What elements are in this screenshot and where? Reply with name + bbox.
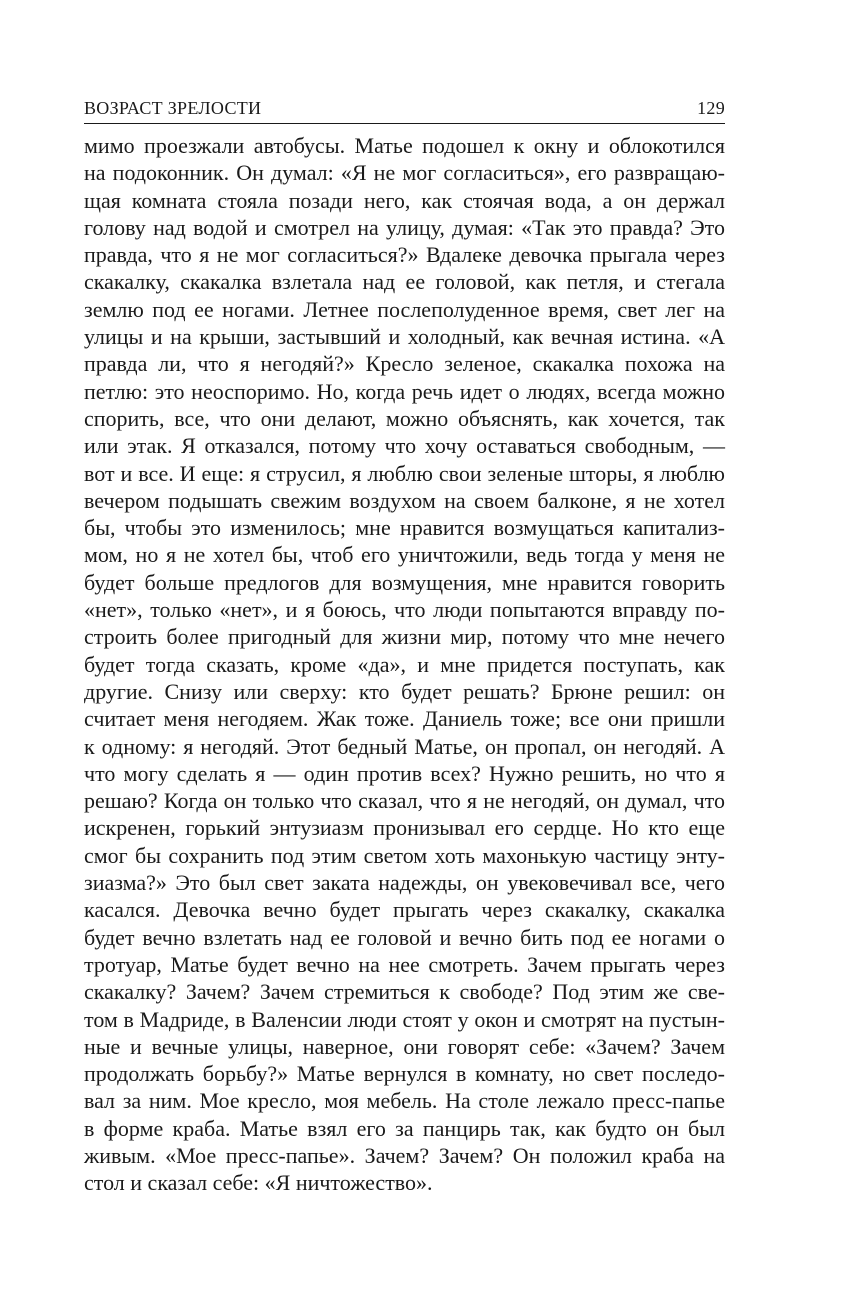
text-line: спорить, все, что они делают, можно объяснять, как хочется, так xyxy=(84,405,725,431)
text-line: щая комната стояла позади него, как стоячая вода, а он держал xyxy=(84,187,725,213)
text-line: голову над водой и смотрел на улицу, думая: «Так это правда? Это xyxy=(84,214,725,240)
text-line: касался. Девочка вечно будет прыгать через скакалку, скакалка xyxy=(84,897,725,923)
text-line: продолжать борьбу?» Матье вернулся в комнату, но свет последо- xyxy=(84,1061,725,1087)
text-line: к одному: я негодяй. Этот бедный Матье, он пропал, он негодяй. А xyxy=(84,733,725,759)
text-line: считает меня негодяем. Жак тоже. Даниель тоже; все они пришли xyxy=(84,706,725,732)
text-line: «нет», только «нет», и я боюсь, что люди попытаются вправду по- xyxy=(84,597,725,623)
running-title: ВОЗРАСТ ЗРЕЛОСТИ xyxy=(84,98,262,118)
text-line: строить более пригодный для жизни мир, потому что мне нечего xyxy=(84,624,725,650)
text-line: тротуар, Матье будет вечно на нее смотреть. Зачем прыгать через xyxy=(84,951,725,977)
text-line: скакалку, скакалка взлетала над ее головой, как петля, и стегала xyxy=(84,269,725,295)
text-line: землю под ее ногами. Летнее послеполуденное время, свет лег на xyxy=(84,296,725,322)
text-line: решаю? Когда он только что сказал, что я не негодяй, он думал, что xyxy=(84,788,725,814)
text-line: правда ли, что я негодяй?» Кресло зеленое, скакалка похожа на xyxy=(84,351,725,377)
text-line: мом, но я не хотел бы, чтоб его уничтожили, ведь тогда у меня не xyxy=(84,542,725,568)
running-header xyxy=(84,98,725,124)
text-line: вот и все. И еще: я струсил, я люблю свои зеленые шторы, я люблю xyxy=(84,460,725,486)
text-line: что могу сделать я — один против всех? Нужно решить, но что я xyxy=(84,760,725,786)
text-line: будет тогда сказать, кроме «да», и мне придется поступать, как xyxy=(84,651,725,677)
page-number: 129 xyxy=(697,98,725,118)
text-line: или этак. Я отказался, потому что хочу оставаться свободным, — xyxy=(84,433,725,459)
text-line: правда, что я не мог согласиться?» Вдалеке девочка прыгала через xyxy=(84,242,725,268)
text-line: бы, чтобы это изменилось; мне нравится возмущаться капитализ- xyxy=(84,515,725,541)
text-line: будет вечно взлетать над ее головой и вечно бить под ее ногами о xyxy=(84,924,725,950)
text-line: том в Мадриде, в Валенсии люди стоят у окон и смотрят на пустын- xyxy=(84,1006,725,1032)
text-line: в форме краба. Матье взял его за панцирь так, как будто он был xyxy=(84,1115,725,1141)
text-line: ные и вечные улицы, наверное, они говорят себе: «Зачем? Зачем xyxy=(84,1033,725,1059)
body-text xyxy=(84,132,725,1197)
text-line: вечером подышать свежим воздухом на своем балконе, я не хотел xyxy=(84,487,725,513)
text-line: мимо проезжали автобусы. Матье подошел к окну и облокотился xyxy=(84,133,725,158)
text-line: на подоконник. Он думал: «Я не мог согласиться», его развращаю- xyxy=(84,160,725,186)
text-line: живым. «Мое пресс-папье». Зачем? Зачем? Он положил краба на xyxy=(84,1142,725,1168)
text-line: стол и сказал себе: «Я ничтожество». xyxy=(84,1170,433,1196)
book-page xyxy=(84,98,725,1197)
text-line: петлю: это неоспоримо. Но, когда речь идет о людях, всегда можно xyxy=(84,378,725,404)
text-line: другие. Снизу или сверху: кто будет решать? Брюне решил: он xyxy=(84,678,725,704)
text-line: будет больше предлогов для возмущения, мне нравится говорить xyxy=(84,569,725,595)
text-line: скакалку? Зачем? Зачем стремиться к свободе? Под этим же све- xyxy=(84,979,725,1005)
text-line: вал за ним. Мое кресло, моя мебель. На столе лежало пресс-папье xyxy=(84,1088,725,1114)
text-line: искренен, горький энтузиазм пронизывал его сердце. Но кто еще xyxy=(84,815,725,841)
text-line: зиазма?» Это был свет заката надежды, он увековечивал все, чего xyxy=(84,870,725,896)
text-line: улицы и на крыши, застывший и холодный, как вечная истина. «А xyxy=(84,324,725,350)
text-line: смог бы сохранить под этим светом хоть махонькую частицу энту- xyxy=(84,842,725,868)
